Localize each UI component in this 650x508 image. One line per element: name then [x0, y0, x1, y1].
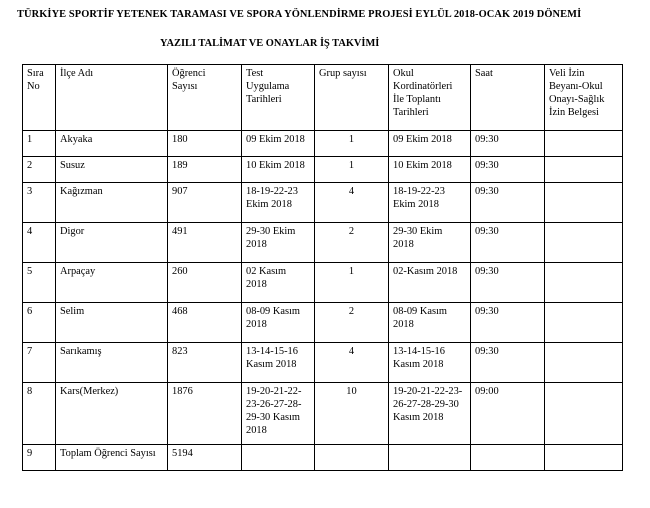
- cell-meeting-dates: [389, 303, 471, 343]
- cell-test-dates: [242, 383, 315, 445]
- cell-line: 2018: [246, 239, 267, 250]
- cell-line: 09 Ekim 2018: [246, 134, 305, 145]
- total-empty-cell: [242, 445, 315, 471]
- cell-line: 19-20-21-22-23-: [393, 386, 463, 397]
- total-empty-cell: [389, 445, 471, 471]
- cell-line: 23-26-27-28-: [246, 399, 302, 410]
- table-row: [23, 223, 623, 263]
- cell-line: Kasım 2018: [393, 412, 444, 423]
- cell-line: Kasım 2018: [393, 359, 444, 370]
- cell-line: 09 Ekim 2018: [393, 134, 452, 145]
- cell-district: Kağızman: [56, 183, 168, 223]
- cell-line: Tarihleri: [393, 107, 429, 118]
- cell-test-dates: [242, 183, 315, 223]
- cell-district: Susuz: [56, 157, 168, 183]
- cell-line: Okul: [393, 68, 414, 79]
- total-students: 5194: [168, 445, 242, 471]
- cell-line: 18-19-22-23: [393, 186, 445, 197]
- cell-groups: 10: [315, 383, 389, 445]
- cell-line: 2018: [393, 239, 414, 250]
- cell-no: 3: [23, 183, 56, 223]
- cell-line: 2018: [246, 425, 267, 436]
- cell-time: 09:30: [471, 343, 545, 383]
- document-title: TÜRKİYE SPORTİF YETENEK TARAMASI VE SPORA YÖNLENDİRME PROJESİ EYLÜL 2018-OCAK 2019 DÖNEMİ: [17, 9, 582, 20]
- cell-groups: 4: [315, 343, 389, 383]
- cell-line: İlçe Adı: [60, 68, 94, 79]
- cell-groups: 2: [315, 303, 389, 343]
- cell-line: Ekim 2018: [246, 199, 292, 210]
- cell-line: Veli İzin: [549, 68, 585, 79]
- cell-line: 18-19-22-23: [246, 186, 298, 197]
- cell-test-dates: [242, 131, 315, 157]
- cell-no: 4: [23, 223, 56, 263]
- cell-meeting-dates: [389, 157, 471, 183]
- table-header-row: [23, 65, 623, 131]
- cell-line: Sayısı: [172, 81, 198, 92]
- cell-line: 02-Kasım 2018: [393, 266, 458, 277]
- cell-groups: 1: [315, 157, 389, 183]
- cell-line: 02 Kasım: [246, 266, 287, 277]
- header-district: [56, 65, 168, 131]
- total-label: Toplam Öğrenci Sayısı: [56, 445, 168, 471]
- header-time: [471, 65, 545, 131]
- cell-line: 13-14-15-16: [393, 346, 445, 357]
- table-row: [23, 183, 623, 223]
- cell-line: No: [27, 81, 40, 92]
- total-no: 9: [23, 445, 56, 471]
- cell-line: Saat: [475, 68, 493, 79]
- cell-consent: [545, 343, 623, 383]
- cell-line: Kasım 2018: [246, 359, 297, 370]
- cell-meeting-dates: [389, 131, 471, 157]
- cell-line: Sıra: [27, 68, 44, 79]
- cell-line: Kordinatörleri: [393, 81, 453, 92]
- cell-district: Sarıkamış: [56, 343, 168, 383]
- cell-groups: 4: [315, 183, 389, 223]
- header-no: [23, 65, 56, 131]
- cell-consent: [545, 223, 623, 263]
- cell-line: 19-20-21-22-: [246, 386, 302, 397]
- cell-consent: [545, 303, 623, 343]
- cell-line: Tarihleri: [246, 94, 282, 105]
- cell-students: 823: [168, 343, 242, 383]
- cell-line: 29-30 Ekim: [246, 226, 296, 237]
- cell-district: Akyaka: [56, 131, 168, 157]
- cell-line: 08-09 Kasım: [393, 306, 447, 317]
- cell-groups: 1: [315, 263, 389, 303]
- cell-consent: [545, 157, 623, 183]
- cell-test-dates: [242, 223, 315, 263]
- cell-no: 6: [23, 303, 56, 343]
- cell-meeting-dates: [389, 383, 471, 445]
- cell-consent: [545, 131, 623, 157]
- cell-students: 189: [168, 157, 242, 183]
- cell-district: Arpaçay: [56, 263, 168, 303]
- cell-district: Selim: [56, 303, 168, 343]
- cell-test-dates: [242, 303, 315, 343]
- table-row: [23, 383, 623, 445]
- cell-no: 5: [23, 263, 56, 303]
- cell-line: 13-14-15-16: [246, 346, 298, 357]
- total-empty-cell: [545, 445, 623, 471]
- cell-students: 1876: [168, 383, 242, 445]
- table-row: [23, 343, 623, 383]
- cell-students: 491: [168, 223, 242, 263]
- cell-students: 260: [168, 263, 242, 303]
- cell-groups: 2: [315, 223, 389, 263]
- cell-test-dates: [242, 343, 315, 383]
- cell-line: Grup sayısı: [319, 68, 367, 79]
- cell-line: 2018: [393, 319, 414, 330]
- cell-district: Kars(Merkez): [56, 383, 168, 445]
- cell-no: 1: [23, 131, 56, 157]
- cell-students: 468: [168, 303, 242, 343]
- cell-line: 29-30 Ekim: [393, 226, 443, 237]
- schedule-table: [22, 64, 623, 471]
- header-consent: [545, 65, 623, 131]
- table-row: [23, 263, 623, 303]
- cell-test-dates: [242, 263, 315, 303]
- cell-line: Beyanı-Okul: [549, 81, 603, 92]
- cell-line: Ekim 2018: [393, 199, 439, 210]
- cell-line: 2018: [246, 279, 267, 290]
- cell-meeting-dates: [389, 183, 471, 223]
- cell-line: 26-27-28-29-30: [393, 399, 459, 410]
- cell-no: 2: [23, 157, 56, 183]
- cell-line: İle Toplantı: [393, 94, 441, 105]
- cell-students: 180: [168, 131, 242, 157]
- cell-consent: [545, 263, 623, 303]
- cell-time: 09:30: [471, 223, 545, 263]
- cell-no: 8: [23, 383, 56, 445]
- cell-consent: [545, 183, 623, 223]
- document-subtitle: YAZILI TALİMAT VE ONAYLAR İŞ TAKVİMİ: [160, 38, 380, 49]
- cell-time: 09:30: [471, 303, 545, 343]
- cell-groups: 1: [315, 131, 389, 157]
- cell-no: 7: [23, 343, 56, 383]
- cell-line: Test: [246, 68, 264, 79]
- cell-line: 10 Ekim 2018: [393, 160, 452, 171]
- cell-time: 09:30: [471, 131, 545, 157]
- cell-line: Onayı-Sağlık: [549, 94, 605, 105]
- cell-meeting-dates: [389, 223, 471, 263]
- header-test-dates: [242, 65, 315, 131]
- cell-line: Uygulama: [246, 81, 290, 92]
- cell-district: Digor: [56, 223, 168, 263]
- total-empty-cell: [471, 445, 545, 471]
- cell-consent: [545, 383, 623, 445]
- table-row: [23, 131, 623, 157]
- table-row: [23, 303, 623, 343]
- cell-line: Öğrenci: [172, 68, 206, 79]
- header-meeting-dates: [389, 65, 471, 131]
- cell-line: 10 Ekim 2018: [246, 160, 305, 171]
- cell-line: İzin Belgesi: [549, 107, 599, 118]
- cell-students: 907: [168, 183, 242, 223]
- header-students: [168, 65, 242, 131]
- cell-time: 09:00: [471, 383, 545, 445]
- cell-meeting-dates: [389, 263, 471, 303]
- cell-line: 2018: [246, 319, 267, 330]
- total-empty-cell: [315, 445, 389, 471]
- cell-test-dates: [242, 157, 315, 183]
- cell-time: 09:30: [471, 183, 545, 223]
- table-row: [23, 157, 623, 183]
- total-row: [23, 445, 623, 471]
- cell-time: 09:30: [471, 157, 545, 183]
- cell-meeting-dates: [389, 343, 471, 383]
- header-groups: [315, 65, 389, 131]
- cell-line: 08-09 Kasım: [246, 306, 300, 317]
- cell-line: 29-30 Kasım: [246, 412, 300, 423]
- cell-time: 09:30: [471, 263, 545, 303]
